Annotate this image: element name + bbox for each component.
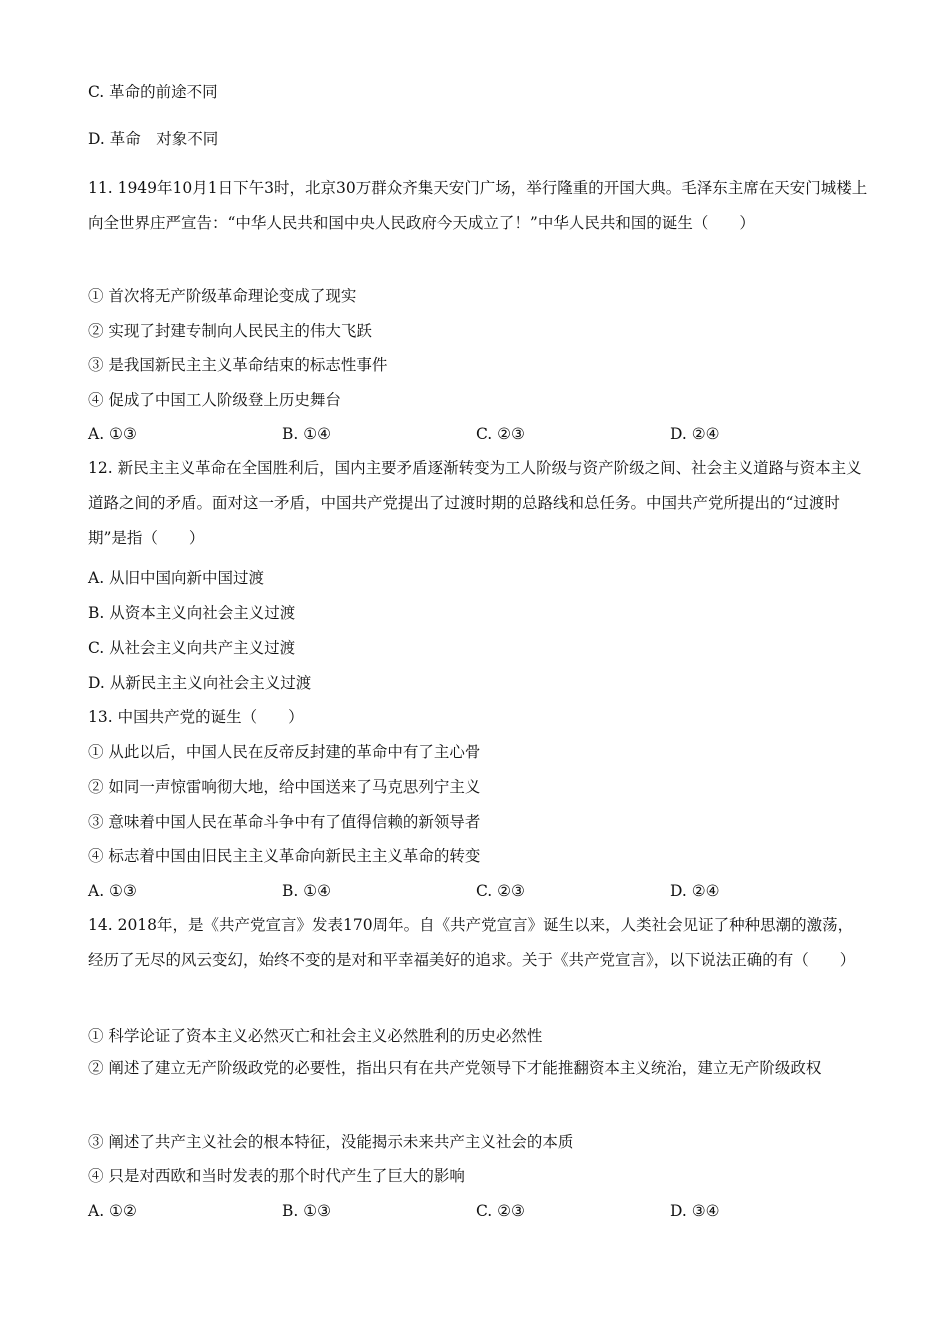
- q14-option-b: B. ①③: [282, 1202, 332, 1220]
- q13-option-b: B. ①④: [282, 882, 332, 900]
- q12-option-c: C. 从社会主义向共产主义过渡: [88, 639, 296, 657]
- q11-item-4: ④ 促成了中国工人阶级登上历史舞台: [88, 391, 341, 409]
- q13-item-4: ④ 标志着中国由旧民主主义革命向新民主主义革命的转变: [88, 847, 481, 865]
- q13-option-c: C. ②③: [476, 882, 525, 900]
- q11-option-b: B. ①④: [282, 425, 332, 443]
- q13-options: [88, 881, 868, 901]
- q12-option-a: A. 从旧中国向新中国过渡: [88, 569, 265, 587]
- q12-option-b: B. 从资本主义向社会主义过渡: [88, 604, 296, 622]
- q14-item-1: ① 科学论证了资本主义必然灭亡和社会主义必然胜利的历史必然性: [88, 1027, 543, 1045]
- q14-item-2: ② 阐述了建立无产阶级政党的必要性，指出只有在共产党领导下才能推翻资本主义统治，建立无产阶级政权: [88, 1059, 822, 1077]
- q12-option-d: D. 从新民主主义向社会主义过渡: [88, 674, 312, 692]
- q11-item-1: ① 首次将无产阶级革命理论变成了现实: [88, 287, 357, 305]
- q11-item-2: ② 实现了封建专制向人民民主的伟大飞跃: [88, 322, 372, 340]
- q14-option-c: C. ②③: [476, 1202, 525, 1220]
- q11-option-a: A. ①③: [88, 425, 137, 443]
- q13-item-1: ① 从此以后，中国人民在反帝反封建的革命中有了主心骨: [88, 743, 481, 761]
- q13-item-2: ② 如同一声惊雷响彻大地，给中国送来了马克思列宁主义: [88, 778, 481, 796]
- q11-stem: 11. 1949年10月1日下午3时，北京30万群众齐集天安门广场，举行隆重的开国大典。毛泽东主席在天安门城楼上向全世界庄严宣告：“中华人民共和国中央人民政府今天成立了！”中华人民共和国的诞生（ ）: [88, 179, 868, 232]
- q13-option-d: D. ②④: [670, 882, 720, 900]
- q11-options: [88, 424, 868, 444]
- q10-option-c: C. 革命的前途不同: [88, 83, 218, 101]
- q14-option-a: A. ①②: [88, 1202, 137, 1220]
- q12-stem: 12. 新民主主义革命在全国胜利后，国内主要矛盾逐渐转变为工人阶级与资产阶级之间、社会主义道路与资本主义道路之间的矛盾。面对这一矛盾，中国共产党提出了过渡时期的总路线和总任务。中国共产党所提出的“过渡时期”是指（ ）: [88, 459, 862, 547]
- q14-option-d: D. ③④: [670, 1202, 720, 1220]
- q14-item-3: ③ 阐述了共产主义社会的根本特征，没能揭示未来共产主义社会的本质: [88, 1133, 574, 1151]
- q10-option-d: D. 革命 对象不同: [88, 130, 219, 148]
- q14-stem: 14. 2018年，是《共产党宣言》发表170周年。自《共产党宣言》诞生以来，人类社会见证了种种思潮的激荡，经历了无尽的风云变幻，始终不变的是对和平幸福美好的追求。关于《共产党宣言》，以下说法正确的有（ ）: [88, 916, 856, 969]
- q14-item-4: ④ 只是对西欧和当时发表的那个时代产生了巨大的影响: [88, 1167, 465, 1185]
- q11-option-d: D. ②④: [670, 425, 720, 443]
- q11-option-c: C. ②③: [476, 425, 525, 443]
- q14-options: [88, 1201, 868, 1221]
- q11-item-3: ③ 是我国新民主主义革命结束的标志性事件: [88, 356, 388, 374]
- q13-item-3: ③ 意味着中国人民在革命斗争中有了值得信赖的新领导者: [88, 813, 481, 831]
- q13-stem: 13. 中国共产党的诞生（ ）: [88, 708, 304, 726]
- q13-option-a: A. ①③: [88, 882, 137, 900]
